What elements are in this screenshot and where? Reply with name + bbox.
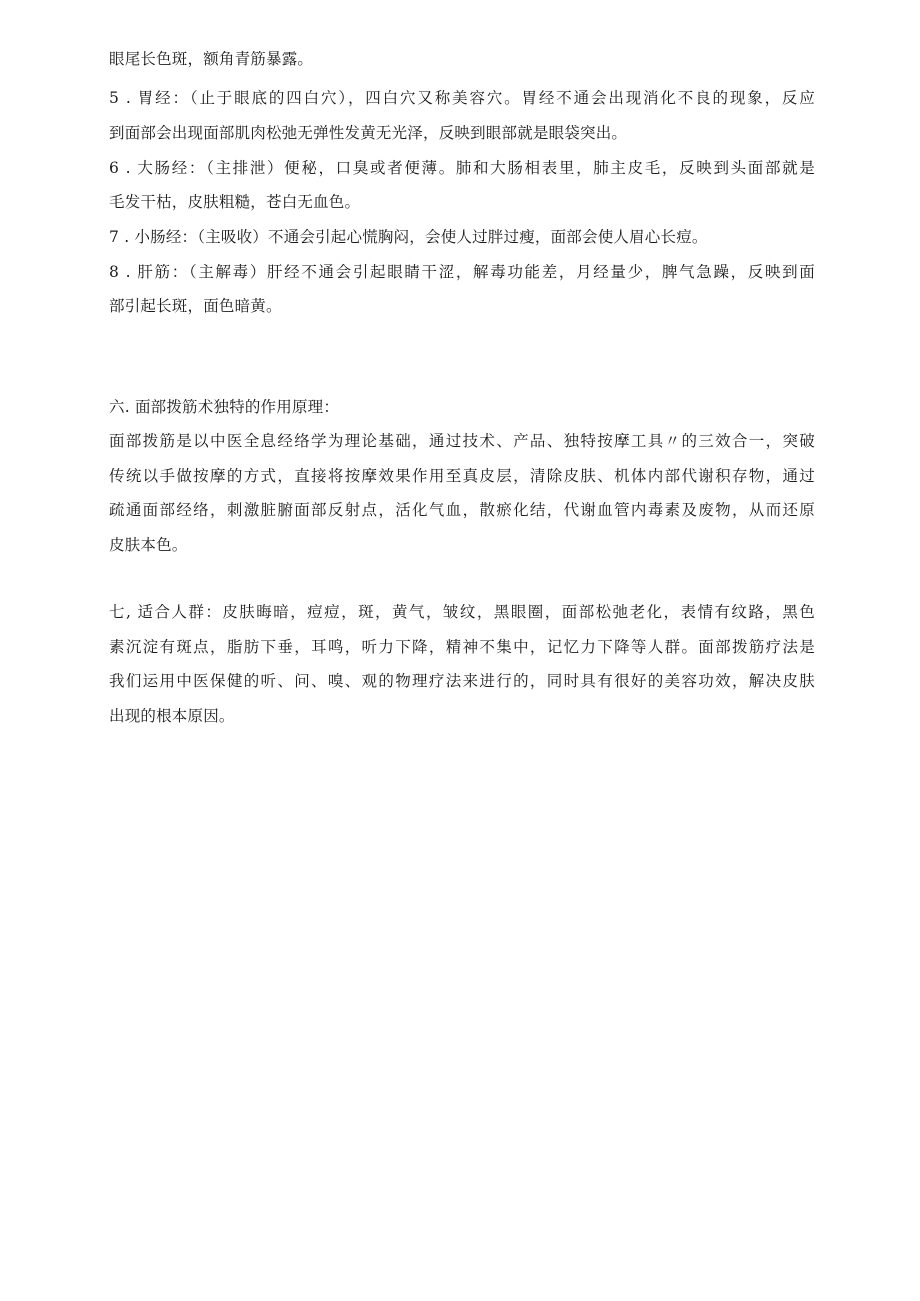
text-line: 眼尾长色斑，额角青筋暴露。 [109,50,314,68]
section-6-paragraph-line: 传统以手做按摩的方式，直接将按摩效果作用至真皮层，清除皮肤、机体内部代谢积存物，通过 [109,467,815,485]
item-5-line: 5 . 胃经：（止于眼底的四白穴），四白穴又称美容穴。胃经不通会出现消化不良的现象，反应 [109,89,815,107]
section-7-paragraph-line: 七, 适合人群：皮肤晦暗，痘痘，斑，黄气，皱纹，黑眼圈，面部松弛老化，表情有纹路，黑色 [109,603,815,621]
section-6-paragraph-line: 皮肤本色。 [109,536,188,554]
text-line: 到面部会出现面部肌肉松弛无弹性发黄无光泽，反映到眼部就是眼袋突出。 [109,124,628,142]
section-6-heading: 六. 面部拨筋术独特的作用原理： [109,398,340,416]
text-line: 毛发干枯，皮肤粗糙，苍白无血色。 [109,193,361,211]
section-7-paragraph-line: 我们运用中医保健的听、问、嗅、观的物理疗法来进行的，同时具有很好的美容功效，解决皮肤 [109,672,815,690]
section-7-paragraph-line: 素沉淀有斑点，脂肪下垂，耳鸣，听力下降，精神不集中，记忆力下降等人群。面部拨筋疗法是 [109,638,815,656]
item-6-line: 6 . 大肠经：（主排泄）便秘，口臭或者便薄。肺和大肠相表里，肺主皮毛，反映到头面部就是 [109,159,815,177]
section-6-paragraph-line: 疏通面部经络，刺激脏腑面部反射点，活化气血，散瘀化结，代谢血管内毒素及废物，从而还原 [109,501,815,519]
section-6-paragraph-line: 面部拨筋是以中医全息经络学为理论基础，通过技术、产品、独特按摩工具〃的三效合一，突破 [109,432,815,450]
section-7-paragraph-line: 出现的根本原因。 [109,707,235,725]
item-7-line: 7 . 小肠经：（主吸收）不通会引起心慌胸闷，会使人过胖过瘦，面部会使人眉心长痘。 [109,228,708,246]
item-8-line: 8 . 肝筋：（主解毒）肝经不通会引起眼睛干涩，解毒功能差，月经量少，脾气急躁，反映到面 [109,263,815,281]
text-line: 部引起长斑，面色暗黄。 [109,297,282,315]
